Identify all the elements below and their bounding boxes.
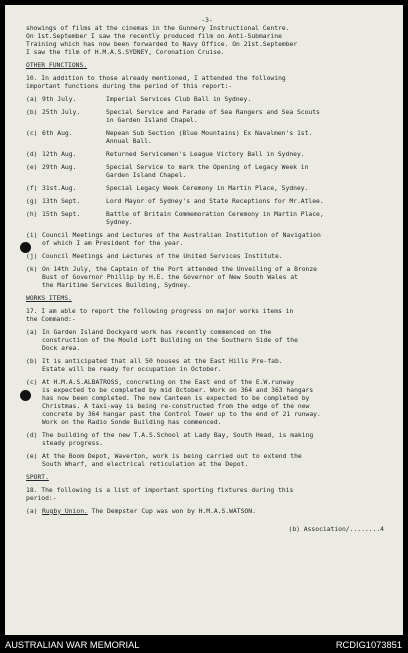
item-label — [26, 411, 42, 419]
text-line: 17. I am able to report the following progress on major works items in — [26, 307, 294, 315]
text-line: Training which has now been forwarded to Navy Office. On 21st.September — [26, 41, 298, 49]
item-label: (a) — [26, 96, 38, 104]
paragraph-17 — [26, 308, 388, 324]
item-label — [26, 366, 42, 374]
function-item — [26, 232, 388, 240]
function-item — [26, 109, 388, 117]
item-text: construction of the Mould Loft Building on the Southern Side of the — [42, 336, 298, 344]
item-label — [26, 240, 42, 248]
item-label — [26, 274, 42, 282]
function-item — [26, 151, 388, 159]
document-page — [5, 5, 403, 635]
text-line: 18. The following is a list of important sporting fixtures during this — [26, 486, 294, 494]
archive-footer — [0, 638, 408, 653]
paragraph-10 — [26, 75, 388, 91]
text-line: On 1st.September I saw the recently produced film on Anti-Submarine — [26, 33, 282, 41]
item-label: (d) — [26, 431, 38, 439]
item-label: (j) — [26, 252, 38, 260]
item-text: Dock area. — [42, 344, 81, 352]
function-item — [26, 211, 388, 219]
works-item — [26, 358, 388, 366]
item-date: 25th July. — [42, 108, 81, 116]
item-text: Annual Ball. — [106, 138, 152, 146]
item-text: Work on the Radio Sonde Building has commenced. — [42, 418, 222, 426]
function-item — [26, 164, 388, 172]
item-text: concrete by 364 hangar past the Control Tower up to the end of 21 runway. — [42, 410, 321, 418]
item-label: (a) — [26, 507, 38, 515]
function-item — [26, 138, 388, 146]
item-label: (e) — [26, 452, 38, 460]
function-item — [26, 198, 388, 206]
item-text: Garden Island Chapel. — [106, 171, 187, 179]
item-text: Council Meetings and Lectures of the Australian Institution of Navigation — [42, 231, 321, 239]
item-label: (c) — [26, 378, 38, 386]
item-text: Bust of Governor Phillip by H.E. the Governor of New South Wales at — [42, 273, 298, 281]
function-item — [26, 240, 388, 248]
function-item — [26, 185, 388, 193]
works-item — [26, 379, 388, 387]
item-text: Special Service and Parade of Sea Rangers and Sea Scouts — [106, 108, 320, 116]
item-text: is expected to be completed by mid October. Work on 364 and 363 hangars — [42, 386, 314, 394]
item-label: (i) — [26, 231, 38, 239]
section-heading-works-items: WORKS ITEMS. — [26, 294, 72, 302]
item-text: has now been completed. The new Canteen is expected to be completed by — [42, 394, 310, 402]
works-item — [26, 329, 388, 337]
item-label: (a) — [26, 328, 38, 336]
item-date: 6th Aug. — [42, 129, 73, 137]
item-text: in Garden Island Chapel. — [106, 117, 198, 125]
item-text: Council Meetings and Lectures of the United Services Institute. — [42, 252, 283, 260]
item-date: 12th Aug. — [42, 150, 77, 158]
text-line: important functions during the period of this report:- — [26, 83, 233, 91]
function-item — [26, 253, 388, 261]
item-text: steady progress. — [42, 439, 104, 447]
sport-item-text: The Dempster Cup was won by H.M.A.S.WATSON. — [87, 507, 256, 515]
works-item — [26, 345, 388, 353]
functions-list-continued — [26, 232, 388, 295]
works-item — [26, 387, 388, 395]
item-date — [42, 219, 106, 227]
item-text: South Wharf, and electrical reticulation at the Depot. — [42, 460, 249, 468]
item-label: (k) — [26, 265, 38, 273]
item-label: (c) — [26, 129, 38, 137]
item-text: It is anticipated that all 50 houses at the East Hills Pre-fab. — [42, 357, 283, 365]
function-item — [26, 219, 388, 227]
function-item — [26, 266, 388, 274]
works-item — [26, 440, 388, 448]
item-label — [26, 395, 42, 403]
item-text: the Maritime Services Building, Sydney. — [42, 281, 191, 289]
text-line: showings of films at the cinemas in the Gunnery Instructional Centre. — [26, 25, 290, 33]
item-date — [42, 138, 106, 146]
function-item — [26, 117, 388, 125]
item-label — [26, 282, 42, 290]
item-label — [26, 345, 42, 353]
item-text: Nepean Sub Section (Blue Mountains) Ex Navalmen's 1st. — [106, 129, 313, 137]
item-text: Estate will be ready for occupation in October. — [42, 365, 222, 373]
sport-item-a — [26, 508, 388, 516]
item-label — [26, 387, 42, 395]
item-label: (e) — [26, 163, 38, 171]
item-label — [26, 172, 42, 180]
item-date: 29th Aug. — [42, 163, 77, 171]
item-label — [26, 138, 42, 146]
archive-name: AUSTRALIAN WAR MEMORIAL — [5, 640, 140, 650]
item-text: Special Legacy Week Ceremony in Martin Place, Sydney. — [106, 184, 309, 192]
works-item — [26, 337, 388, 345]
item-date: 15th Sept. — [42, 210, 81, 218]
item-date: 9th July. — [42, 96, 77, 104]
section-heading-sport: SPORT. — [26, 473, 49, 481]
item-date — [42, 172, 106, 180]
continuation-note: (b) Association/........4 — [288, 525, 384, 533]
works-list — [26, 329, 388, 474]
item-text: The building of the new T.A.S.School at Lady Bay, South Head, is making — [42, 431, 314, 439]
item-label — [26, 219, 42, 227]
sport-item-title: Rugby Union. — [42, 507, 88, 515]
function-item — [26, 274, 388, 282]
item-label: (f) — [26, 184, 38, 192]
works-item — [26, 403, 388, 411]
function-item — [26, 282, 388, 290]
text-line: period:- — [26, 494, 57, 502]
item-date: 31st.Aug. — [42, 184, 77, 192]
item-label — [26, 117, 42, 125]
works-item — [26, 453, 388, 461]
item-label — [26, 461, 42, 469]
item-label — [26, 403, 42, 411]
archive-id: RCDIG1073851 — [335, 640, 402, 650]
item-text: Special Service to mark the Opening of Legacy Week in — [106, 163, 309, 171]
works-item — [26, 419, 388, 427]
item-label: (b) — [26, 357, 38, 365]
works-item — [26, 395, 388, 403]
item-text: Christmas. A taxi-way is being re-constructed from the edge of the new — [42, 402, 310, 410]
item-label — [26, 419, 42, 427]
item-label — [26, 440, 42, 448]
item-label — [26, 337, 42, 345]
page-number: -3- — [201, 17, 213, 24]
section-heading-other-functions: OTHER FUNCTIONS. — [26, 62, 88, 70]
item-text: Sydney. — [106, 218, 133, 226]
intro-paragraph — [26, 25, 388, 57]
document-body — [26, 17, 388, 534]
function-item — [26, 172, 388, 180]
item-text: On 14th July, the Captain of the Port attended the Unveiling of a Bronze — [42, 265, 317, 273]
text-line: I saw the film of H.M.A.S.SYDNEY, Coronation Cruise. — [26, 49, 225, 57]
item-text: Returned Servicemen's League Victory Ball in Sydney. — [106, 150, 305, 158]
item-text: Imperial Services Club Ball in Sydney. — [106, 96, 252, 104]
item-text: Lord Mayor of Sydney's and State Receptions for Mr.Atlee. — [106, 197, 324, 205]
works-item — [26, 432, 388, 440]
item-text: of which I am President for the year. — [42, 239, 184, 247]
works-item — [26, 411, 388, 419]
item-label: (d) — [26, 150, 38, 158]
function-item — [26, 130, 388, 138]
item-text: Battle of Britain Commemoration Ceremony in Martin Place, — [106, 210, 324, 218]
works-item — [26, 366, 388, 374]
item-label: (b) — [26, 108, 38, 116]
item-text: In Garden Island Dockyard work has recently commenced on the — [42, 328, 272, 336]
works-item — [26, 461, 388, 469]
item-text: At H.M.A.S.ALBATROSS, concreting on the East end of the E.W.runway — [42, 378, 295, 386]
paragraph-18 — [26, 487, 388, 503]
text-line: 10. In addition to those already mentioned, I attended the following — [26, 75, 286, 83]
text-line: the Command:- — [26, 315, 76, 323]
item-label: (g) — [26, 197, 38, 205]
item-date: 13th Sept. — [42, 197, 81, 205]
function-item — [26, 96, 388, 104]
item-label: (h) — [26, 210, 38, 218]
item-date — [42, 117, 106, 125]
functions-list — [26, 96, 388, 232]
item-text: At the Boom Depot, Waverton, work is being carried out to extend the — [42, 452, 302, 460]
